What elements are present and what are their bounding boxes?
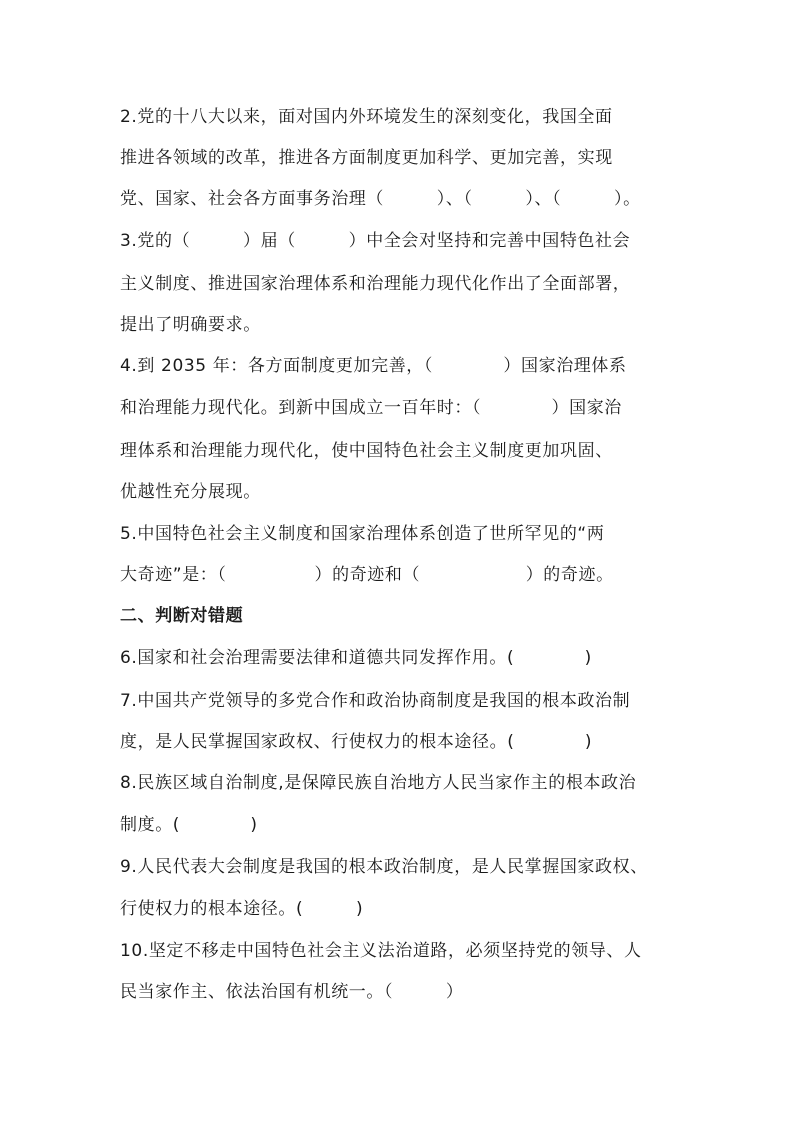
question-7-line-1: 7.中国共产党领导的多党合作和政治协商制度是我国的根本政治制 [120,691,631,711]
question-6-line-1: 6.国家和社会治理需要法律和道德共同发挥作用。( ) [120,648,592,668]
question-9-line-2: 行使权力的根本途径。( ) [120,899,364,919]
question-4-line-2: 和治理能力现代化。到新中国成立一百年时：（ ）国家治 [120,398,622,418]
question-3-line-1: 3.党的（ ）届（ ）中全会对坚持和完善中国特色社会 [120,231,631,251]
question-5-line-2: 大奇迹”是：（ ）的奇迹和（ ）的奇迹。 [120,565,614,585]
question-5-line-1: 5.中国特色社会主义制度和国家治理体系创造了世所罕见的“两 [120,524,605,544]
section-heading-true-false: 二、判断对错题 [120,606,244,626]
question-4-line-3: 理体系和治理能力现代化，使中国特色社会主义制度更加巩固、 [120,441,613,461]
question-8-line-1: 8.民族区域自治制度,是保障民族自治地方人民当家作主的根本政治 [120,773,637,793]
question-10-line-1: 10.坚定不移走中国特色社会主义法治道路，必须坚持党的领导、人 [120,941,642,961]
question-2-line-2: 推进各领域的改革，推进各方面制度更加科学、更加完善，实现 [120,148,613,168]
question-4-line-1: 4.到 2035 年：各方面制度更加完善，（ ）国家治理体系 [120,356,627,376]
question-7-line-2: 度，是人民掌握国家政权、行使权力的根本途径。( ) [120,732,593,752]
question-8-line-2: 制度。( ) [120,815,258,835]
question-3-line-3: 提出了明确要求。 [120,315,261,335]
question-2-line-1: 2.党的十八大以来，面对国内外环境发生的深刻变化，我国全面 [120,107,613,127]
question-4-line-4: 优越性充分展现。 [120,482,261,502]
question-2-line-3: 党、国家、社会各方面事务治理（ ）、（ ）、（ ）。 [120,189,641,209]
question-3-line-2: 主义制度、推进国家治理体系和治理能力现代化作出了全面部署， [120,274,631,294]
question-9-line-1: 9.人民代表大会制度是我国的根本政治制度，是人民掌握国家政权、 [120,857,648,877]
question-10-line-2: 民当家作主、依法治国有机统一。（ ） [120,982,464,1002]
